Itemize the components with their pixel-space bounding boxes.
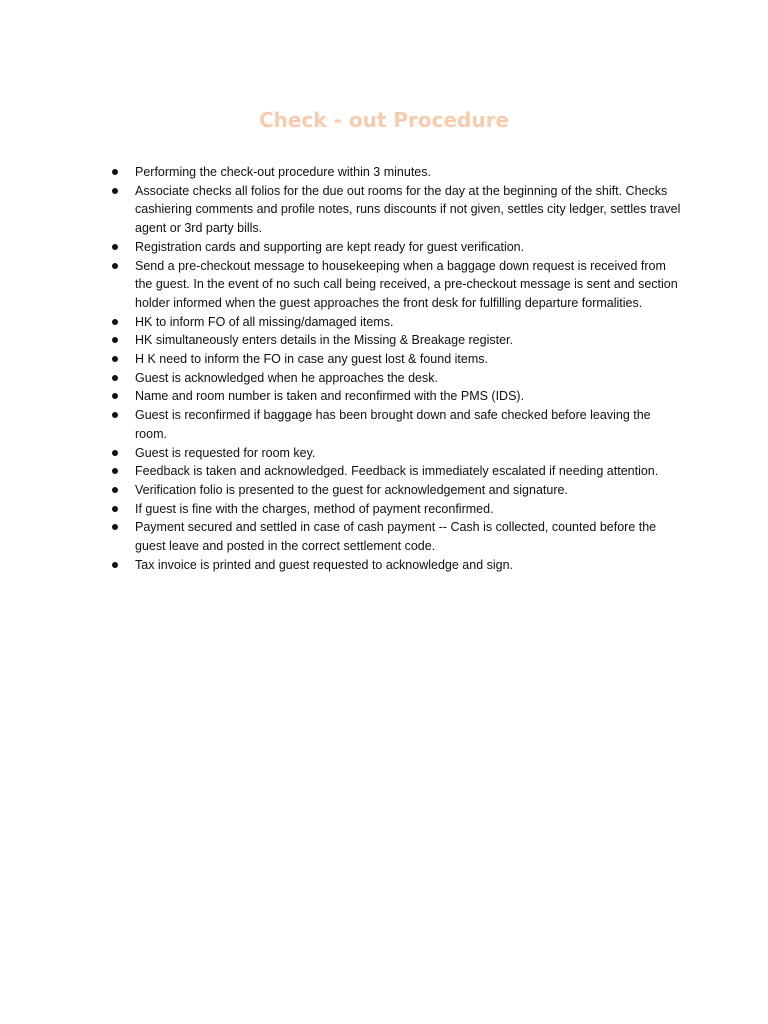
list-item [111, 182, 686, 238]
list-item-text: Send a pre-checkout message to housekeeping when a baggage down request is received from the guest. In the event of no such call being received, a pre-checkout message is sent and section holder informed when the guest approaches the front desk for fulfilling departure formalities. [135, 258, 678, 310]
list-item-text: Tax invoice is printed and guest requested to acknowledge and sign. [135, 557, 514, 572]
bullet-icon [112, 506, 118, 512]
list-item-text: HK simultaneously enters details in the Missing & Breakage register. [135, 333, 513, 348]
list-item [111, 331, 686, 350]
list-item [111, 481, 686, 500]
bullet-icon [112, 356, 118, 362]
bullet-icon [112, 393, 118, 399]
bullet-icon [112, 487, 118, 493]
list-item [111, 163, 686, 182]
procedure-list [111, 163, 686, 574]
bullet-icon [112, 337, 118, 343]
list-item [111, 350, 686, 369]
bullet-icon [112, 244, 118, 250]
list-item-text: Payment secured and settled in case of cash payment -- Cash is collected, counted before the guest leave and posted in the correct settlement code. [135, 520, 657, 554]
list-item [111, 406, 686, 443]
list-item [111, 556, 686, 575]
list-item-text: If guest is fine with the charges, method of payment reconfirmed. [135, 501, 494, 516]
bullet-icon [112, 524, 118, 530]
bullet-icon [112, 562, 118, 568]
list-item-text: Guest is requested for room key. [135, 445, 316, 460]
list-item-text: Guest is reconfirmed if baggage has been brought down and safe checked before leaving the room. [135, 408, 651, 441]
list-item-text: HK to inform FO of all missing/damaged items. [135, 314, 394, 329]
bullet-icon [112, 468, 118, 474]
list-item [111, 257, 686, 313]
bullet-icon [112, 412, 118, 418]
list-item-text: Registration cards and supporting are kept ready for guest verification. [135, 239, 525, 254]
list-item-text: Feedback is taken and acknowledged. Feedback is immediately escalated if needing attention. [135, 464, 659, 479]
list-item-text: Verification folio is presented to the guest for acknowledgement and signature. [135, 482, 568, 497]
list-item [111, 387, 686, 406]
bullet-icon [112, 188, 118, 194]
list-item-text: Guest is acknowledged when he approaches the desk. [135, 370, 438, 385]
bullet-icon [112, 319, 118, 325]
list-item [111, 518, 686, 555]
list-item [111, 462, 686, 481]
page-title: Check - out Procedure [258, 108, 510, 132]
list-item [111, 444, 686, 463]
list-item-text: Name and room number is taken and reconfirmed with the PMS (IDS). [135, 389, 525, 404]
list-item-text: Performing the check-out procedure within 3 minutes. [135, 165, 431, 179]
list-item-text: H K need to inform the FO in case any guest lost & found items. [135, 352, 488, 367]
bullet-icon [112, 375, 118, 381]
list-item [111, 369, 686, 388]
bullet-icon [112, 263, 118, 269]
bullet-icon [112, 450, 118, 456]
list-item [111, 313, 686, 332]
list-item-text: Associate checks all folios for the due out rooms for the day at the beginning of the shift. Checks cashiering comments and profile notes, runs discounts if not given, settles city ledger, settles travel agent or 3rd party bills. [135, 183, 681, 236]
list-item [111, 238, 686, 257]
list-item [111, 500, 686, 519]
bullet-icon [112, 169, 118, 175]
